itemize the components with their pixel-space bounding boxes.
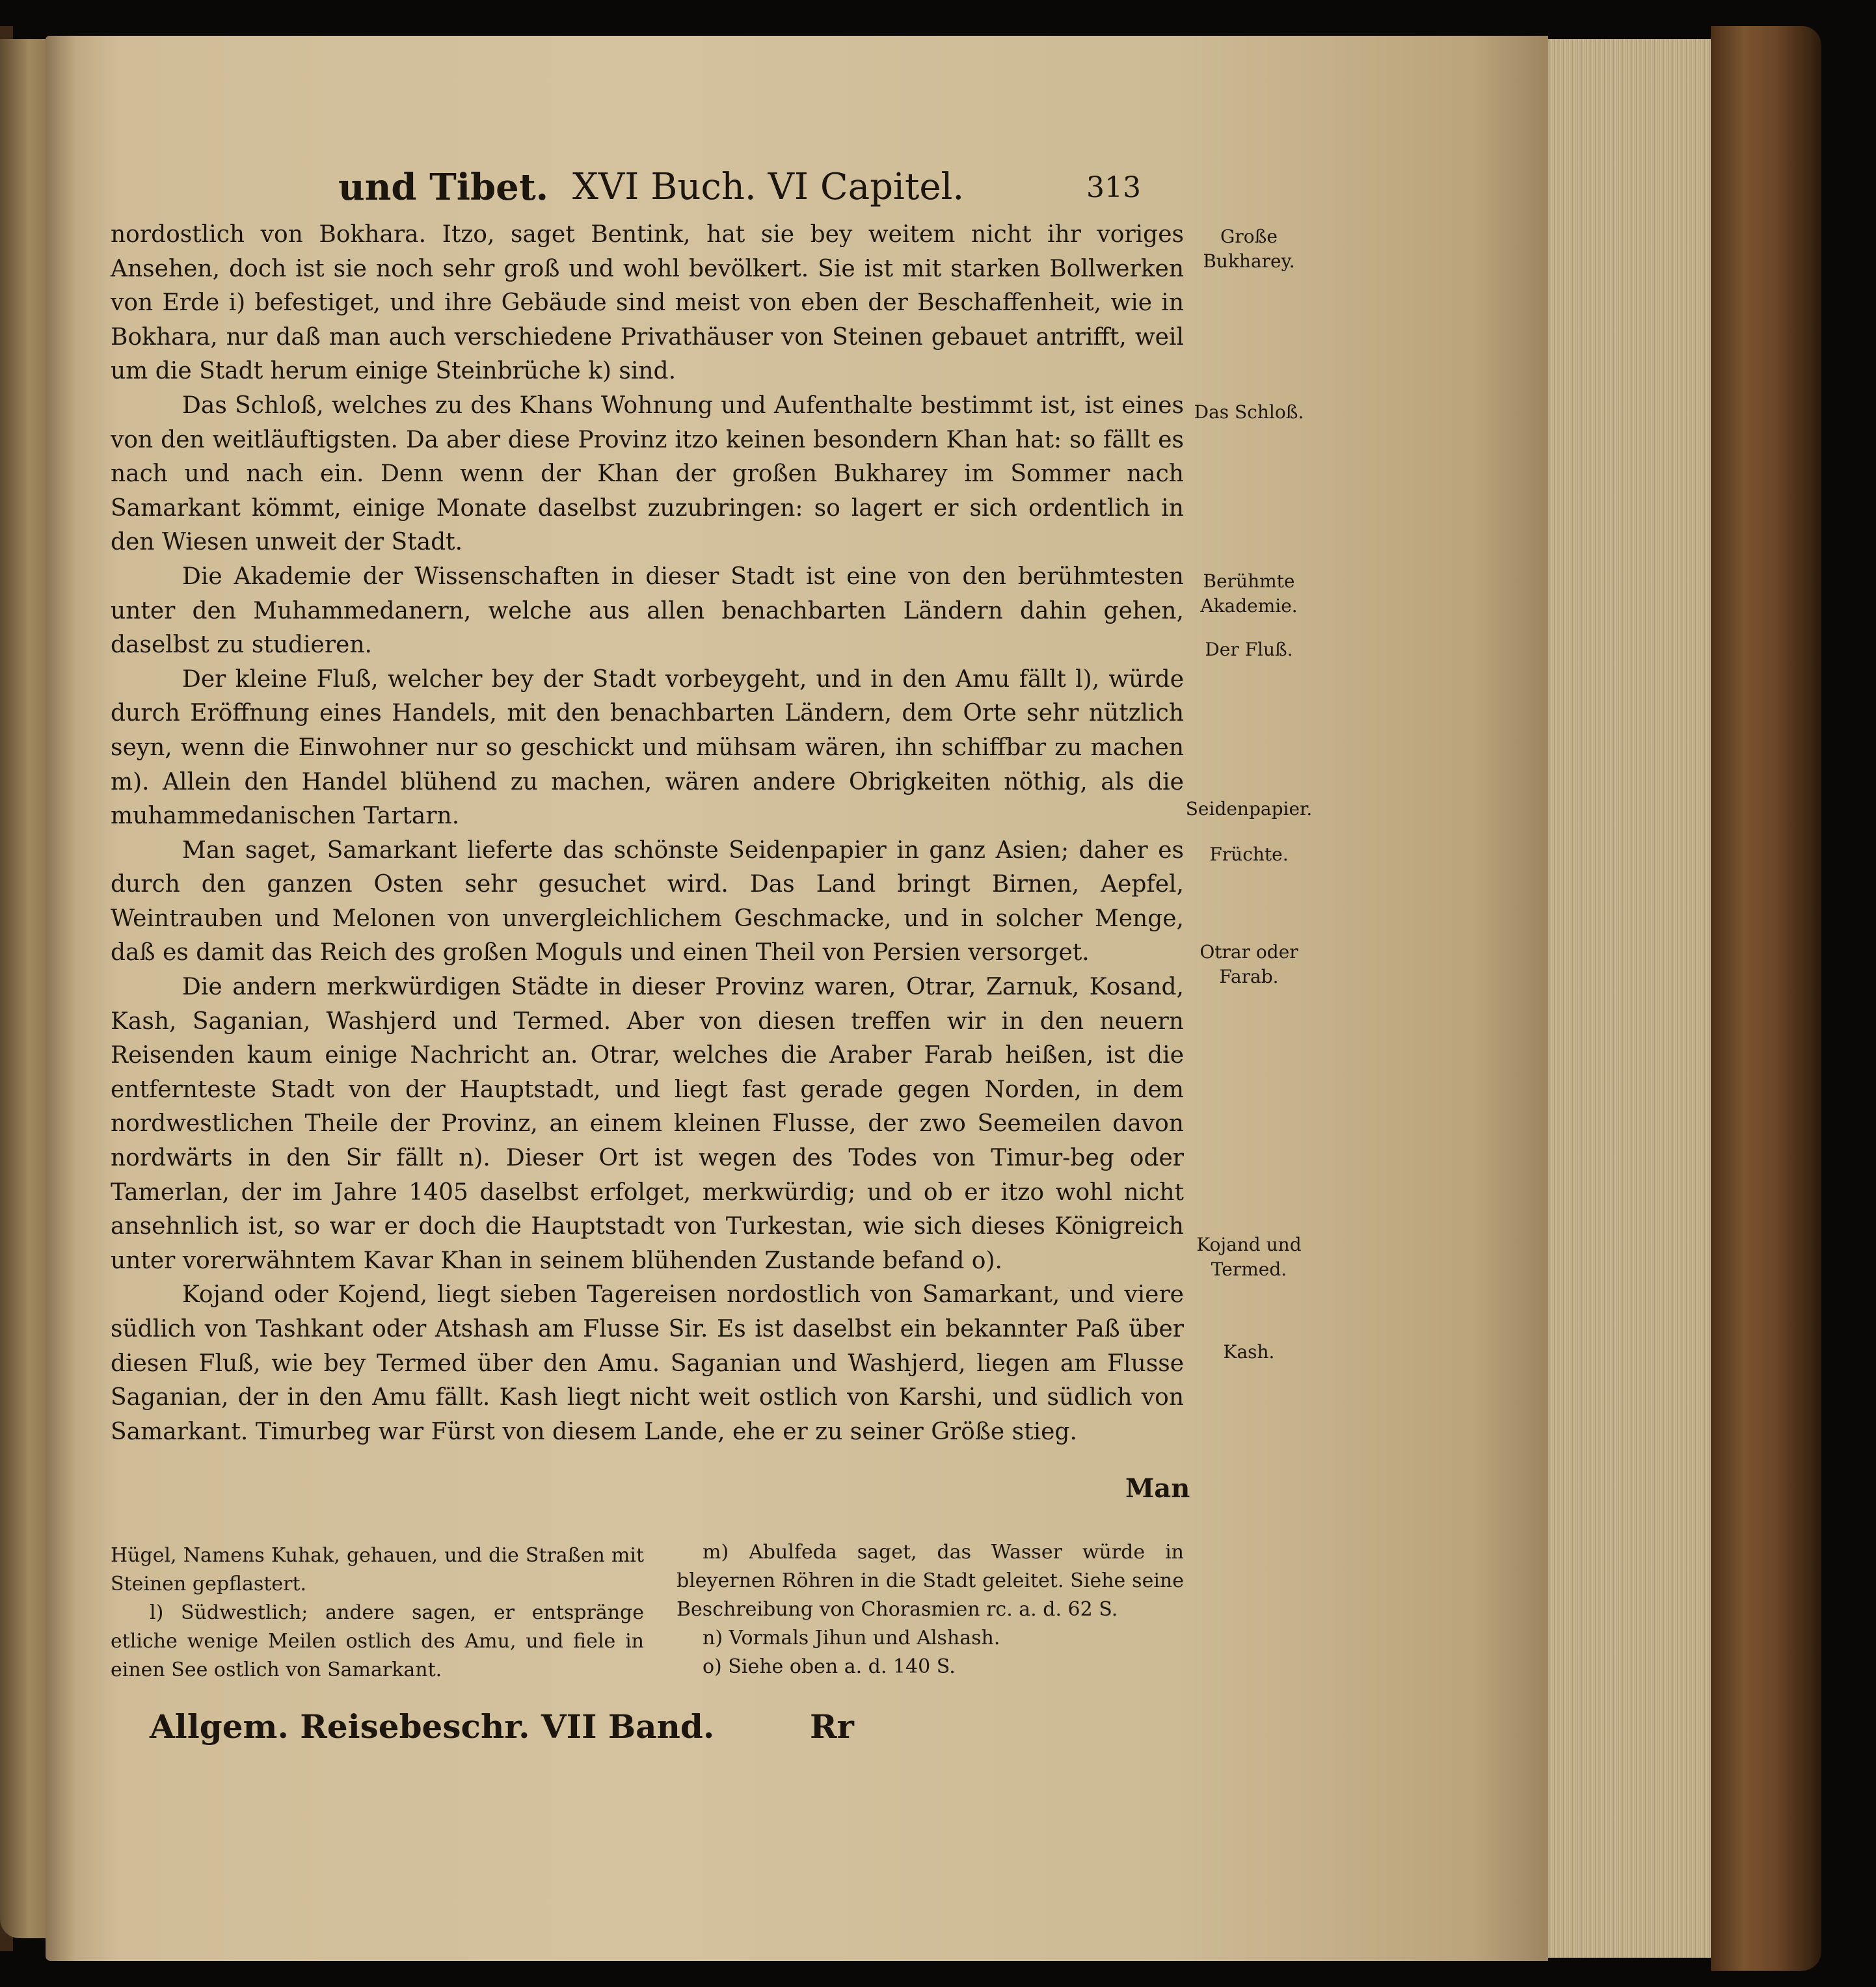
page-number: 313 — [1086, 171, 1141, 204]
margin-note: Früchte. — [1209, 844, 1289, 865]
signature-line-title: Allgem. Reisebeschr. VII Band. — [150, 1707, 715, 1746]
margin-note: Seidenpapier. — [1185, 798, 1313, 820]
footnotes-left — [111, 1541, 644, 1685]
paragraph: Der kleine Fluß, welcher bey der Stadt vorbeygeht, und in den Amu fällt l), würde durch Eröffnung eines Handels, mit den benachbarten Ländern, dem Orte sehr nützlich seyn, wenn die Einwohner nur so geschickt und mühsam wären, ihn schiffbar zu machen m). Allein den Handel blühend zu machen, wären andere Obrigkeiten nöthig, als die muhammedanischen Tartarn. — [111, 665, 1184, 830]
footnotes-right — [677, 1538, 1184, 1681]
footnote: Hügel, Namens Kuhak, gehauen, und die Straßen mit Steinen gepflastert. — [111, 1544, 644, 1595]
footnote: o) Siehe oben a. d. 140 S. — [703, 1655, 956, 1678]
footnote: n) Vormals Jihun und Alshash. — [703, 1627, 1000, 1649]
main-text — [111, 218, 1184, 1449]
catchword: Man — [1125, 1473, 1190, 1504]
margin-note: Otrar oder Farab. — [1199, 941, 1298, 987]
signature-mark: Rr — [810, 1707, 854, 1746]
paragraph: Kojand oder Kojend, liegt sieben Tagereisen nordostlich von Samarkant, und viere südlich von Tashkant oder Atshash am Flusse Sir. Es ist daselbst ein bekannter Paß über diesen Fluß, wie bey Termed über den Amu. Saganian und Washjerd, liegen am Flusse Saganian, der in den Amu fällt. Kash liegt nicht weit ostlich von Karshi, und südlich von Samarkant. Timurbeg war Fürst von diesem Lande, ehe er zu seiner Größe stieg. — [111, 1281, 1184, 1445]
running-header — [338, 166, 1249, 211]
book-cover-edge — [1711, 26, 1821, 1971]
facing-page-edge — [0, 39, 49, 1938]
margin-note: Kash. — [1223, 1341, 1275, 1363]
paragraph: Man saget, Samarkant lieferte das schönste Seidenpapier in ganz Asien; daher es durch den ganzen Osten sehr gesuchet wird. Das Land bringt Birnen, Aepfel, Weintrauben und Melonen von unvergleichlichem Geschmacke, und in solcher Menge, daß es damit das Reich des großen Moguls und einen Theil von Persien versorget. — [111, 836, 1184, 967]
footnote: m) Abulfeda saget, das Wasser würde in bleyernen Röhren in die Stadt geleitet. Siehe seine Beschreibung von Chorasmien rc. a. d. 62 S. — [677, 1541, 1184, 1621]
header-center: XVI Buch. VI Capitel. — [572, 166, 965, 208]
margin-note: Kojand und Termed. — [1196, 1234, 1302, 1280]
margin-note: Das Schloß. — [1194, 401, 1304, 423]
margin-note: Große Bukharey. — [1203, 226, 1295, 272]
paragraph: Die andern merkwürdigen Städte in dieser Provinz waren, Otrar, Zarnuk, Kosand, Kash, Saganian, Washjerd und Termed. Aber von diesen treffen wir in den neuern Reisenden kaum einige Nachricht an. Otrar, welches die Araber Farab heißen, ist die entfernteste Stadt von der Hauptstadt, und liegt fast gerade gegen Norden, in dem nordwestlichen Theile der Provinz, an einem kleinen Flusse, der zwo Seemeilen davon nordwärts in den Sir fällt n). Dieser Ort ist wegen des Todes von Timur-beg oder Tamerlan, der im Jahre 1405 daselbst erfolget, merkwürdig; und ob er itzo wohl nicht ansehnlich ist, so war er doch die Hauptstadt von Turkestan, wie sich dieses Königreich unter vorerwähntem Kavar Khan in seinem blühenden Zustande befand o). — [111, 974, 1184, 1274]
paragraph: nordostlich von Bokhara. Itzo, saget Bentink, hat sie bey weitem nicht ihr voriges Ansehen, doch ist sie noch sehr groß und wohl bevölkert. Sie ist mit starken Bollwerken von Erde i) befestiget, und ihre Gebäude sind meist von eben der Beschaffenheit, wie in Bokhara, nur daß man auch verschiedene Privathäuser von Steinen gebauet antrifft, weil um die Stadt herum einige Steinbrüche k) sind. — [111, 221, 1184, 385]
margin-note: Berühmte Akademie. — [1200, 570, 1298, 617]
margin-note: Der Fluß. — [1205, 639, 1293, 660]
paragraph: Die Akademie der Wissenschaften in dieser Stadt ist eine von den berühmtesten unter den Muhammedanern, welche aus allen benachbarten Ländern dahin gehen, daselbst zu studieren. — [111, 563, 1184, 659]
paragraph: Das Schloß, welches zu des Khans Wohnung und Aufenthalte bestimmt ist, ist eines von den weitläuftigsten. Da aber diese Provinz itzo keinen besondern Khan hat: so fällt es nach und nach ein. Denn wenn der Khan der großen Bukharey im Sommer nach Samarkant kömmt, einige Monate daselbst zuzubringen: so lagert er sich ordentlich in den Wiesen unweit der Stadt. — [111, 392, 1184, 556]
footnote: l) Südwestlich; andere sagen, er entspränge etliche wenige Meilen ostlich des Amu, und fiele in einen See ostlich von Samarkant. — [111, 1601, 644, 1681]
header-left: und Tibet. — [338, 166, 549, 209]
